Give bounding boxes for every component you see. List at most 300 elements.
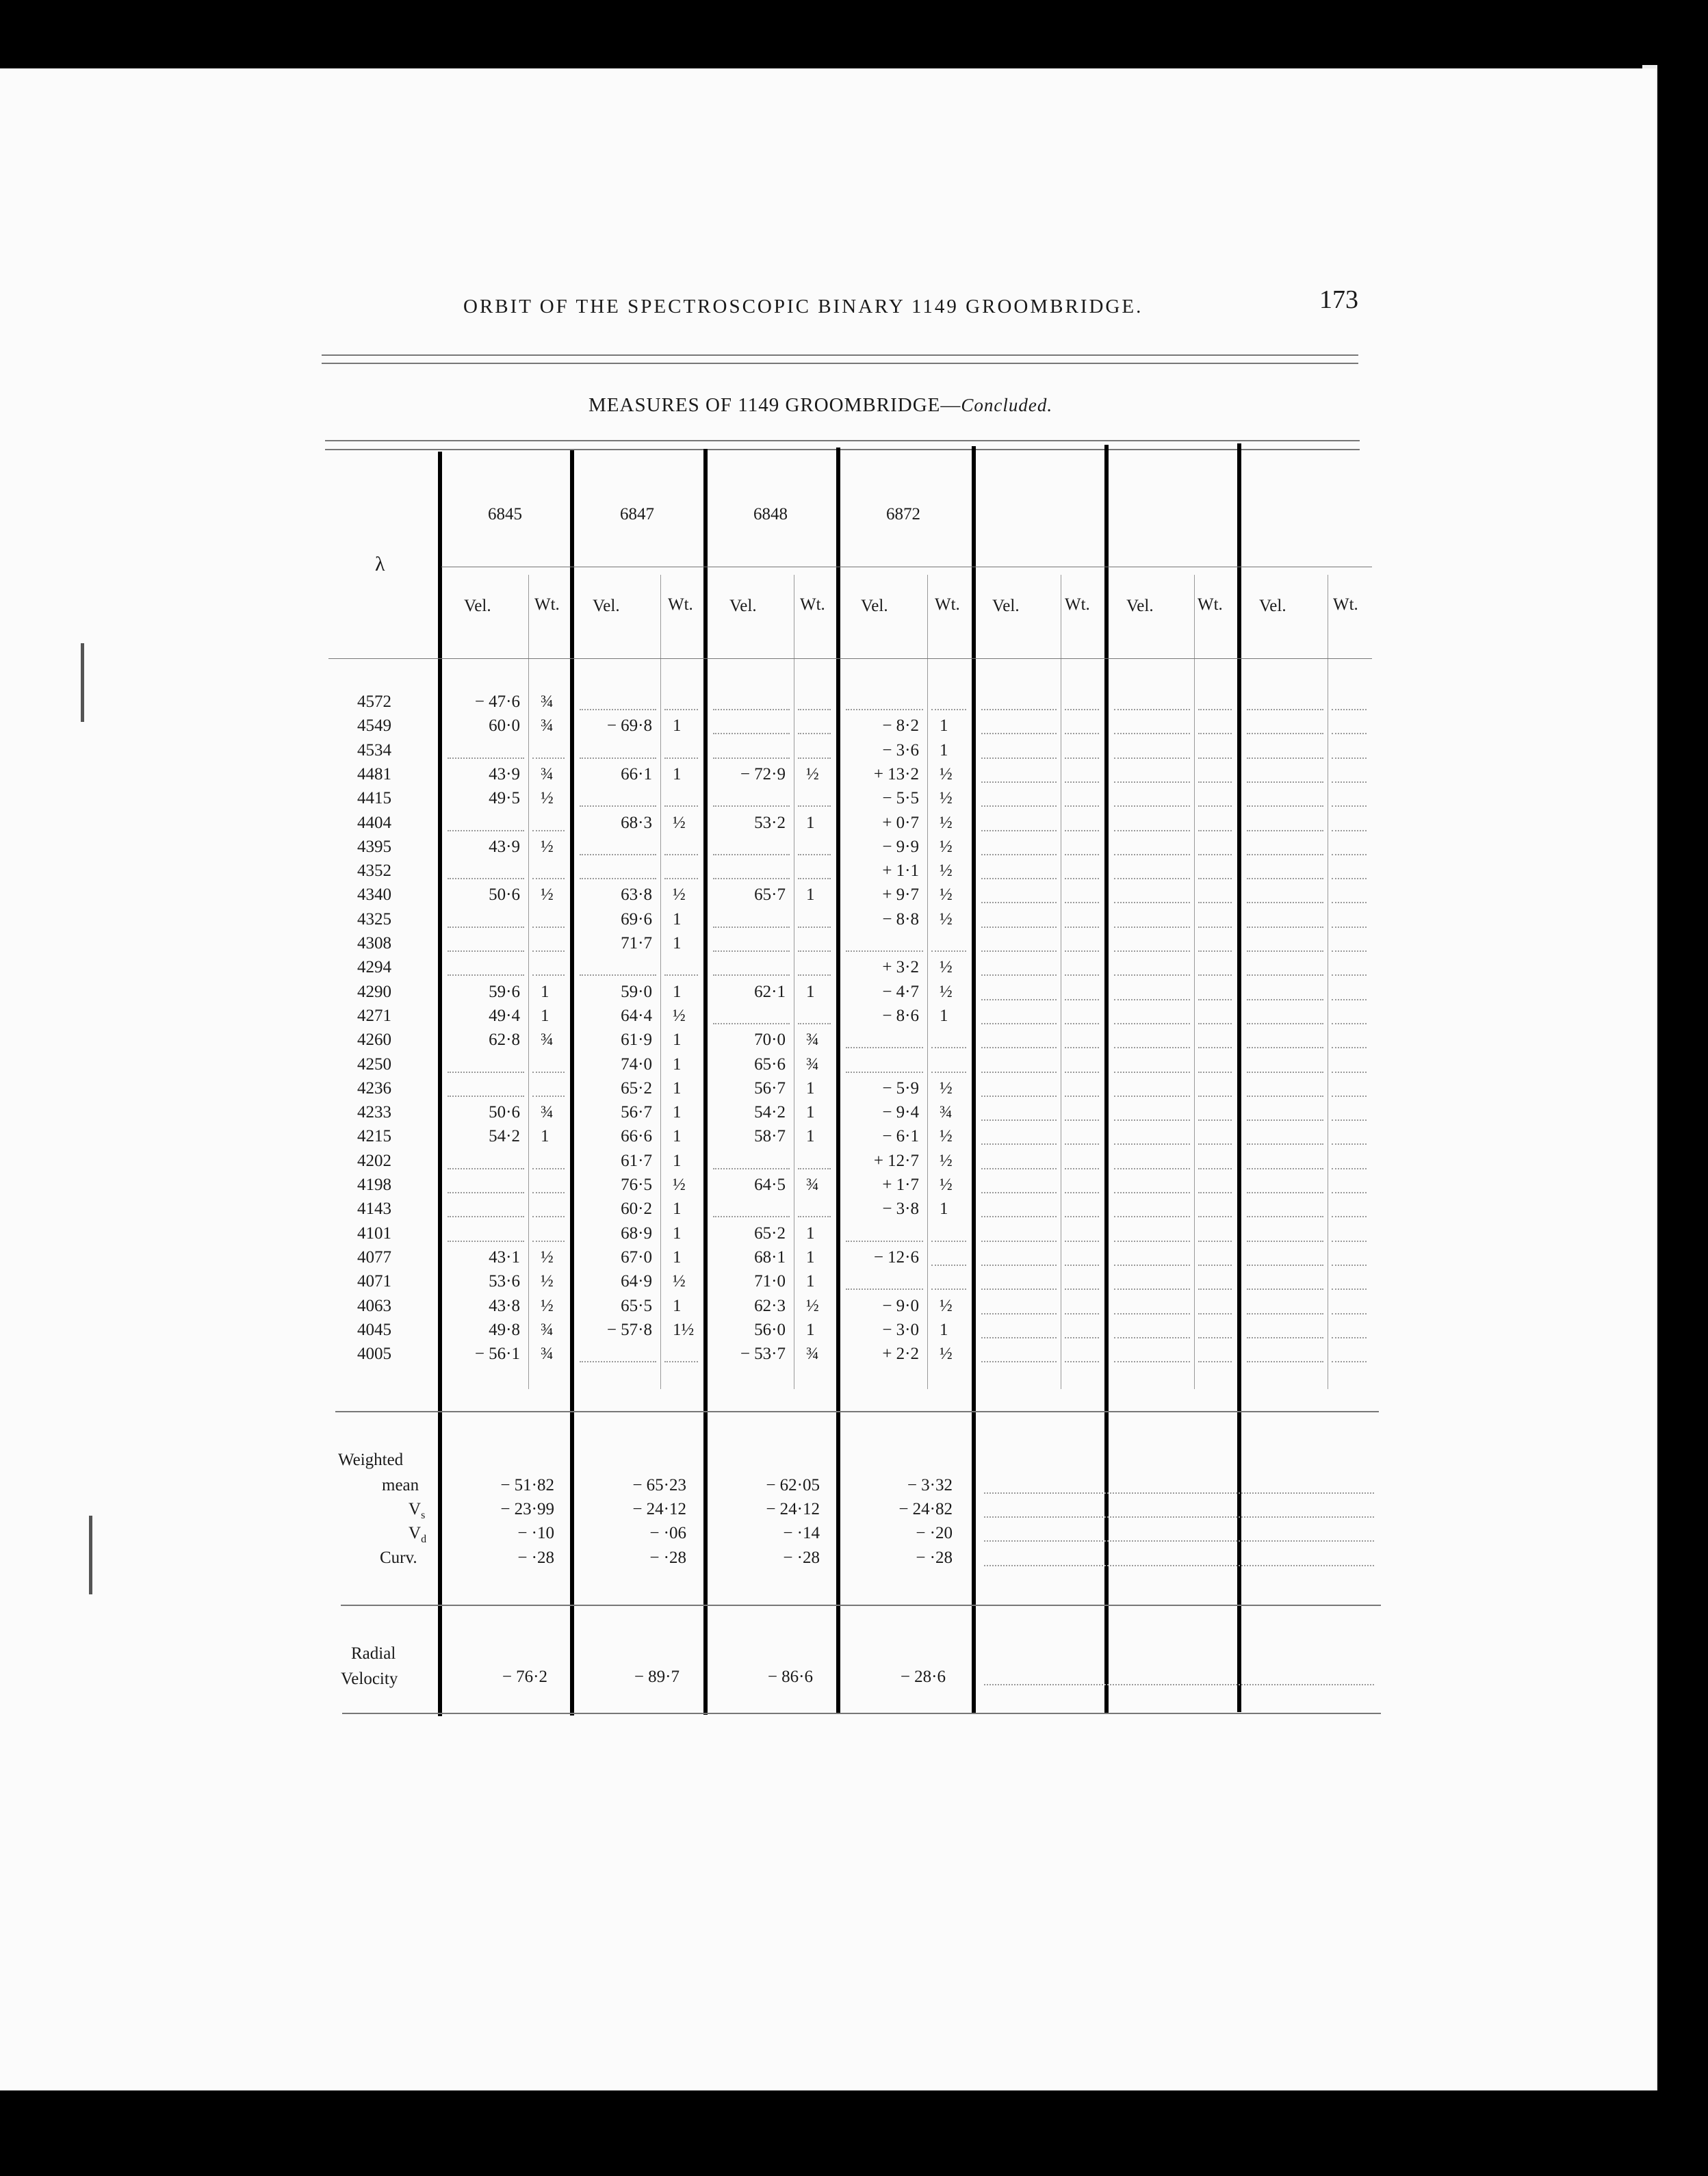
leader-dots: [580, 709, 656, 710]
leader-dots: [1247, 1192, 1323, 1193]
velocity-value: − 8·6: [882, 1006, 919, 1025]
leader-dots: [448, 1216, 524, 1217]
rule: [325, 449, 1360, 450]
leader-dots: [984, 1565, 1374, 1566]
leader-dots: [798, 1168, 831, 1169]
velocity-value: 69·6: [621, 909, 652, 929]
leader-dots: [1247, 1023, 1323, 1024]
velocity-value: − 3·8: [882, 1200, 919, 1219]
leader-dots: [1198, 1168, 1232, 1169]
weight-value: ½: [940, 1296, 953, 1315]
leader-dots: [981, 733, 1057, 734]
leader-dots: [1198, 1313, 1232, 1314]
leader-dots: [1198, 830, 1232, 831]
velocity-value: 54·2: [489, 1127, 520, 1146]
velocity-value: − 9·4: [882, 1103, 919, 1122]
leader-dots: [1247, 927, 1323, 928]
leader-dots: [984, 1684, 1374, 1685]
leader-dots: [1332, 1337, 1367, 1338]
weight-value: 1: [806, 813, 815, 832]
leader-dots: [1332, 927, 1367, 928]
velocity-value: 64·5: [754, 1176, 786, 1194]
leader-dots: [981, 1313, 1057, 1314]
leader-dots: [1332, 854, 1367, 855]
velocity-value: 43·9: [489, 837, 520, 856]
leader-dots: [580, 974, 656, 976]
velocity-value: 64·9: [621, 1272, 652, 1291]
summary-value: − ·10: [517, 1524, 554, 1542]
leader-dots: [1065, 1313, 1099, 1314]
leader-dots: [664, 854, 698, 855]
wt-header: Wt.: [1065, 595, 1090, 614]
weight-value: ¾: [806, 1345, 819, 1364]
leader-dots: [981, 1168, 1057, 1169]
leader-dots: [1114, 1241, 1190, 1242]
leader-dots: [532, 1216, 565, 1217]
leader-dots: [1332, 1023, 1367, 1024]
weight-value: 1: [673, 764, 682, 783]
leader-dots: [1332, 830, 1367, 831]
leader-dots: [1247, 1288, 1323, 1290]
leader-dots: [798, 805, 831, 807]
lambda-value: 4260: [357, 1031, 391, 1050]
radial-velocity-value: − 76·2: [502, 1668, 547, 1686]
velocity-value: 71·0: [754, 1272, 786, 1291]
weight-value: ½: [673, 813, 686, 832]
leader-dots: [664, 1361, 698, 1362]
leader-dots: [981, 1119, 1057, 1121]
lambda-value: 4271: [357, 1006, 391, 1025]
leader-dots: [713, 1216, 790, 1217]
subcolumn-rule: [927, 575, 928, 1389]
plate-number: 6848: [753, 505, 788, 523]
weight-value: 1: [806, 1127, 815, 1146]
weight-value: ¾: [806, 1054, 819, 1074]
leader-dots: [580, 854, 656, 855]
leader-dots: [713, 709, 790, 710]
lambda-value: 4395: [357, 837, 391, 856]
leader-dots: [1247, 1337, 1323, 1338]
rule: [335, 1411, 1379, 1412]
leader-dots: [1198, 1361, 1232, 1362]
leader-dots: [448, 1241, 524, 1242]
leader-dots: [981, 1241, 1057, 1242]
subcolumn-rule: [528, 575, 529, 1389]
velocity-value: − 72·9: [740, 764, 786, 783]
leader-dots: [1247, 974, 1323, 976]
leader-dots: [1332, 999, 1367, 1000]
weight-value: ¾: [541, 1345, 554, 1364]
weight-value: 1: [541, 1006, 549, 1025]
leader-dots: [1198, 1288, 1232, 1290]
leader-dots: [981, 1337, 1057, 1338]
leader-dots: [1332, 805, 1367, 807]
summary-value: − ·28: [783, 1549, 820, 1567]
leader-dots: [1198, 733, 1232, 734]
weight-value: ½: [673, 1006, 686, 1025]
summary-value: − 24·82: [898, 1500, 953, 1518]
leader-dots: [713, 757, 790, 759]
leader-dots: [1247, 950, 1323, 952]
velocity-value: + 1·1: [882, 862, 919, 881]
velocity-value: − 6·1: [882, 1127, 919, 1146]
leader-dots: [1065, 1096, 1099, 1097]
lambda-value: 4202: [357, 1151, 391, 1170]
weight-value: 1: [673, 1078, 682, 1098]
leader-dots: [1332, 1265, 1367, 1266]
leader-dots: [1198, 1023, 1232, 1024]
velocity-value: + 13·2: [873, 764, 919, 783]
leader-dots: [1114, 950, 1190, 952]
leader-dots: [1247, 733, 1323, 734]
weight-value: ¾: [541, 716, 554, 736]
leader-dots: [580, 1361, 656, 1362]
leader-dots: [664, 709, 698, 710]
velocity-value: − 53·7: [740, 1345, 786, 1364]
weight-value: ½: [541, 885, 554, 905]
leader-dots: [1114, 1168, 1190, 1169]
leader-dots: [1065, 1072, 1099, 1073]
leader-dots: [448, 878, 524, 879]
leader-dots: [798, 878, 831, 879]
binding-mark: [89, 1516, 92, 1594]
weight-value: ½: [940, 958, 953, 977]
leader-dots: [1332, 1361, 1367, 1362]
leader-dots: [1332, 1119, 1367, 1121]
weight-value: 1: [940, 1320, 948, 1339]
summary-label: [409, 1500, 425, 1522]
velocity-value: 76·5: [621, 1176, 652, 1194]
weight-value: ½: [940, 837, 953, 856]
velocity-value: 43·8: [489, 1296, 520, 1315]
leader-dots: [1332, 1192, 1367, 1193]
column-rule: [703, 449, 708, 1715]
weight-value: 1: [673, 934, 682, 953]
leader-dots: [1198, 878, 1232, 879]
summary-value: − 62·05: [766, 1476, 820, 1494]
velocity-value: 56·0: [754, 1320, 786, 1339]
velocity-value: 65·2: [621, 1078, 652, 1098]
leader-dots: [1332, 974, 1367, 976]
summary-value: − ·14: [783, 1524, 820, 1542]
leader-dots: [1065, 805, 1099, 807]
leader-dots: [1332, 781, 1367, 783]
column-rule: [1104, 445, 1109, 1713]
radial-label: Velocity: [341, 1670, 398, 1688]
leader-dots: [1198, 1072, 1232, 1073]
leader-dots: [1114, 854, 1190, 855]
leader-dots: [1332, 709, 1367, 710]
leader-dots: [1332, 1072, 1367, 1073]
leader-dots: [846, 1241, 923, 1242]
velocity-value: 68·1: [754, 1247, 786, 1267]
lambda-value: 4077: [357, 1247, 391, 1267]
leader-dots: [846, 1288, 923, 1290]
leader-dots: [532, 878, 565, 879]
leader-dots: [981, 1023, 1057, 1024]
leader-dots: [931, 950, 966, 952]
leader-dots: [798, 1216, 831, 1217]
weight-value: 1: [673, 982, 682, 1001]
weight-value: ½: [940, 885, 953, 905]
rule: [322, 354, 1358, 356]
weight-value: ¾: [541, 692, 554, 711]
weight-value: 1½: [673, 1320, 695, 1339]
velocity-value: − 47·6: [474, 692, 520, 711]
vel-header: Vel.: [861, 597, 888, 615]
velocity-value: 70·0: [754, 1031, 786, 1050]
leader-dots: [931, 1072, 966, 1073]
weight-value: 1: [806, 1078, 815, 1098]
summary-value: − 24·12: [766, 1500, 820, 1518]
leader-dots: [448, 1096, 524, 1097]
lambda-value: 4352: [357, 862, 391, 881]
weight-value: ¾: [806, 1176, 819, 1194]
weight-value: ½: [806, 1296, 819, 1315]
leader-dots: [798, 974, 831, 976]
lambda-value: 4198: [357, 1176, 391, 1194]
velocity-value: − 12·6: [873, 1247, 919, 1267]
column-rule: [836, 448, 840, 1714]
leader-dots: [1247, 1096, 1323, 1097]
leader-dots: [981, 709, 1057, 710]
leader-dots: [1114, 1023, 1190, 1024]
leader-dots: [846, 950, 923, 952]
weight-value: 1: [806, 1320, 815, 1339]
leader-dots: [981, 1192, 1057, 1193]
wt-header: Wt.: [800, 595, 825, 614]
weight-value: 1: [940, 716, 948, 736]
leader-dots: [1332, 1313, 1367, 1314]
leader-dots: [532, 1168, 565, 1169]
leader-dots: [984, 1492, 1374, 1494]
leader-dots: [1332, 1168, 1367, 1169]
weight-value: ¾: [541, 1320, 554, 1339]
leader-dots: [1065, 1337, 1099, 1338]
leader-dots: [532, 950, 565, 952]
leader-dots: [1065, 1192, 1099, 1193]
leader-dots: [1065, 1168, 1099, 1169]
document-page: [0, 68, 1656, 2090]
leader-dots: [1114, 1313, 1190, 1314]
leader-dots: [448, 830, 524, 831]
running-head: ORBIT OF THE SPECTROSCOPIC BINARY 1149 GROOMBRIDGE.: [463, 296, 1143, 318]
weight-value: 1: [806, 982, 815, 1001]
leader-dots: [1114, 733, 1190, 734]
weight-value: 1: [541, 982, 549, 1001]
vel-header: Vel.: [992, 597, 1020, 615]
weight-value: ¾: [940, 1103, 953, 1122]
leader-dots: [1247, 805, 1323, 807]
label-vd: V: [409, 1524, 422, 1542]
leader-dots: [931, 1047, 966, 1048]
radial-velocity-value: − 89·7: [634, 1668, 680, 1686]
leader-dots: [1114, 757, 1190, 759]
weight-value: 1: [673, 1127, 682, 1146]
summary-value: − 51·82: [500, 1476, 554, 1494]
lambda-value: 4071: [357, 1272, 391, 1291]
leader-dots: [713, 1023, 790, 1024]
weight-value: ½: [541, 789, 554, 808]
weight-value: 1: [541, 1127, 549, 1146]
vel-header: Vel.: [729, 597, 757, 615]
leader-dots: [1114, 1265, 1190, 1266]
lambda-value: 4143: [357, 1200, 391, 1219]
leader-dots: [664, 878, 698, 879]
weight-value: 1: [806, 885, 815, 905]
velocity-value: − 5·5: [882, 789, 919, 808]
leader-dots: [1198, 1265, 1232, 1266]
leader-dots: [713, 854, 790, 855]
vel-header: Vel.: [1259, 597, 1286, 615]
leader-dots: [1247, 781, 1323, 783]
velocity-value: 60·0: [489, 716, 520, 736]
column-rule: [1237, 443, 1241, 1712]
velocity-value: 61·9: [621, 1031, 652, 1050]
leader-dots: [1114, 1337, 1190, 1338]
velocity-value: 61·7: [621, 1151, 652, 1170]
summary-value: − 24·12: [632, 1500, 686, 1518]
leader-dots: [1247, 830, 1323, 831]
leader-dots: [1247, 1216, 1323, 1217]
leader-dots: [1198, 757, 1232, 759]
weight-value: 1: [806, 1247, 815, 1267]
leader-dots: [580, 805, 656, 807]
velocity-value: 54·2: [754, 1103, 786, 1122]
leader-dots: [798, 927, 831, 928]
weight-value: ½: [940, 982, 953, 1001]
leader-dots: [1198, 1143, 1232, 1145]
binding-mark: [81, 643, 84, 722]
leader-dots: [1247, 1143, 1323, 1145]
velocity-value: 53·2: [754, 813, 786, 832]
radial-velocity-value: − 28·6: [900, 1668, 946, 1686]
velocity-value: + 2·2: [882, 1345, 919, 1364]
velocity-value: 63·8: [621, 885, 652, 905]
summary-value: − ·20: [916, 1524, 953, 1542]
weight-value: ½: [940, 1078, 953, 1098]
velocity-value: 43·1: [489, 1247, 520, 1267]
leader-dots: [1065, 854, 1099, 855]
velocity-value: − 57·8: [606, 1320, 652, 1339]
velocity-value: 59·6: [489, 982, 520, 1001]
velocity-value: 71·7: [621, 934, 652, 953]
label-vs: V: [409, 1500, 422, 1518]
leader-dots: [532, 757, 565, 759]
leader-dots: [1247, 1361, 1323, 1362]
summary-value: − 23·99: [500, 1500, 554, 1518]
leader-dots: [1114, 1288, 1190, 1290]
rule: [341, 1605, 1381, 1606]
velocity-value: − 8·8: [882, 909, 919, 929]
velocity-value: 68·9: [621, 1223, 652, 1243]
leader-dots: [798, 757, 831, 759]
leader-dots: [1114, 830, 1190, 831]
leader-dots: [981, 1288, 1057, 1290]
weight-value: 1: [673, 1103, 682, 1122]
velocity-value: 62·3: [754, 1296, 786, 1315]
lambda-value: 4294: [357, 958, 391, 977]
weight-value: 1: [673, 1247, 682, 1267]
leader-dots: [713, 733, 790, 734]
velocity-value: + 3·2: [882, 958, 919, 977]
velocity-value: 56·7: [754, 1078, 786, 1098]
leader-dots: [981, 999, 1057, 1000]
velocity-value: 67·0: [621, 1247, 652, 1267]
leader-dots: [1065, 950, 1099, 952]
leader-dots: [1332, 1096, 1367, 1097]
weight-value: ½: [673, 1272, 686, 1291]
plate-number: 6847: [620, 505, 654, 523]
leader-dots: [1247, 1047, 1323, 1048]
leader-dots: [1247, 1072, 1323, 1073]
lambda-value: 4481: [357, 764, 391, 783]
leader-dots: [1247, 1241, 1323, 1242]
weight-value: ¾: [806, 1031, 819, 1050]
leader-dots: [580, 757, 656, 759]
leader-dots: [1065, 757, 1099, 759]
wt-header: Wt.: [668, 595, 693, 614]
velocity-value: 66·1: [621, 764, 652, 783]
leader-dots: [1065, 830, 1099, 831]
lambda-value: 4290: [357, 982, 391, 1001]
leader-dots: [981, 781, 1057, 783]
velocity-value: + 9·7: [882, 885, 919, 905]
velocity-value: 65·7: [754, 885, 786, 905]
leader-dots: [1332, 1047, 1367, 1048]
leader-dots: [532, 1072, 565, 1073]
radial-label: Radial: [351, 1644, 396, 1663]
leader-dots: [1114, 927, 1190, 928]
weight-value: ½: [940, 1127, 953, 1146]
leader-dots: [1114, 1192, 1190, 1193]
leader-dots: [798, 950, 831, 952]
weight-value: ½: [940, 789, 953, 808]
leader-dots: [984, 1516, 1374, 1518]
velocity-value: 62·1: [754, 982, 786, 1001]
velocity-value: − 3·0: [882, 1320, 919, 1339]
leader-dots: [1198, 999, 1232, 1000]
leader-dots: [981, 1096, 1057, 1097]
leader-dots: [1114, 1119, 1190, 1121]
leader-dots: [1247, 757, 1323, 759]
leader-dots: [1114, 878, 1190, 879]
leader-dots: [1247, 854, 1323, 855]
velocity-value: − 9·0: [882, 1296, 919, 1315]
velocity-value: 56·7: [621, 1103, 652, 1122]
lambda-value: 4233: [357, 1103, 391, 1122]
leader-dots: [713, 805, 790, 807]
velocity-value: − 8·2: [882, 716, 919, 736]
summary-value: − 65·23: [632, 1476, 686, 1494]
rule: [325, 440, 1360, 441]
weight-value: 1: [806, 1272, 815, 1291]
vel-header: Vel.: [464, 597, 491, 615]
weight-value: 1: [673, 1031, 682, 1050]
leader-dots: [1332, 878, 1367, 879]
leader-dots: [1114, 902, 1190, 903]
leader-dots: [1247, 878, 1323, 879]
summary-label: Weighted: [338, 1451, 404, 1469]
summary-value: − ·28: [517, 1549, 554, 1567]
weight-value: ½: [541, 1272, 554, 1291]
summary-label: mean: [382, 1476, 419, 1494]
leader-dots: [713, 950, 790, 952]
lambda-value: 4404: [357, 813, 391, 832]
leader-dots: [931, 1241, 966, 1242]
table-caption: MEASURES OF 1149 GROOMBRIDGE—Concluded.: [588, 394, 1053, 416]
leader-dots: [798, 733, 831, 734]
